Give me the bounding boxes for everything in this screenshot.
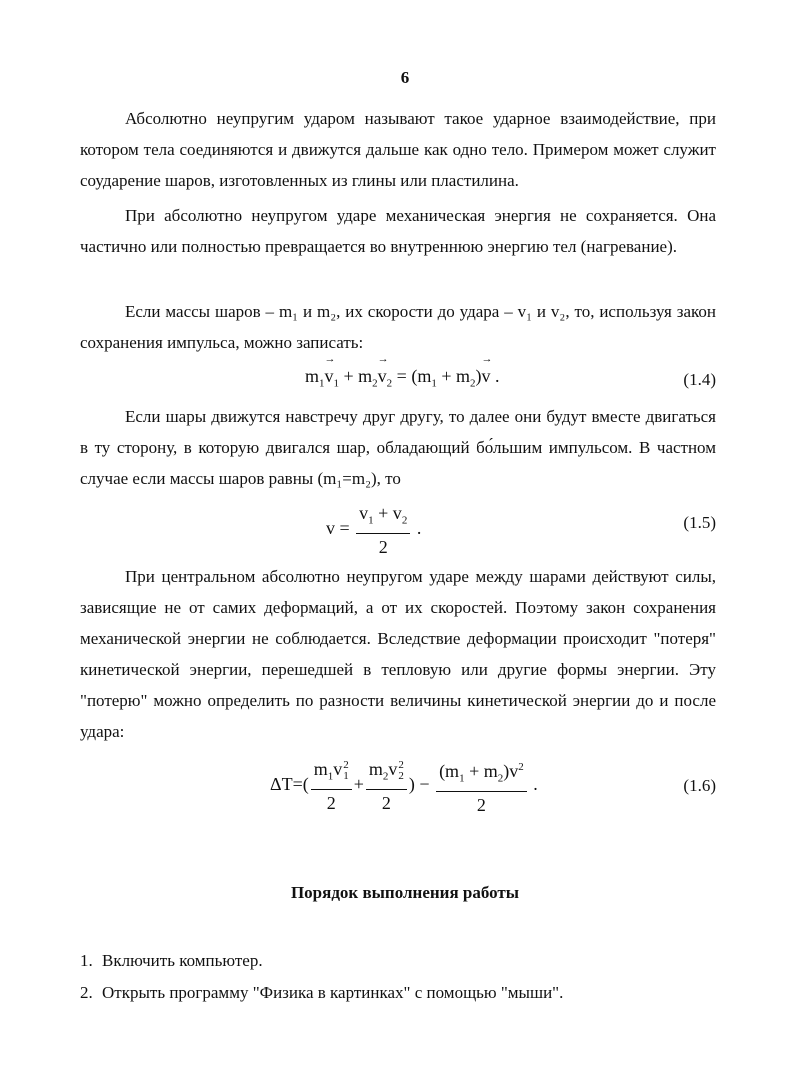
paragraph-energy: При абсолютно неупругом ударе механическая энергия не сохраняется. Она частично или полностью превращается во внутреннюю энергию тел (нагревание). (80, 206, 716, 256)
paragraph-definition: Абсолютно неупругим ударом называют такое ударное взаимодействие, при котором тела соединяются и движутся дальше как одно тело. Примером может служит соударение шаров, изготовленных из глины или пластилина. (80, 109, 716, 190)
list-item-index: 2. (80, 983, 93, 1002)
equation-number-1-4: (1.4) (683, 370, 716, 389)
equation-1-6: ΔT=( $m_1v$ 2 1 2 + $m_2v$ 2 2 2 ) − $\frac{(m_1 + m_2)v^2}{2}$ . (270, 756, 538, 816)
paragraph-energy-loss: При центральном абсолютно неупругом ударе между шарами действуют силы, зависящие не от самих деформаций, а от их скоростей. Поэтому закон сохранения механической энергии не соблюдается. Вследствие деформации происходит "потеря" кинетической энергии, перешедшей в тепловую или другие формы энергии. Эту "потерю" можно определить по разности величины кинетической энергии до и после удара: (80, 567, 716, 741)
paragraph-momentum-intro: Если массы шаров – m₁ и m₂, их скорости до удара – v₁ и v₂, то, используя закон сохранения импульса, можно записать: (80, 302, 716, 352)
list-item-text: Включить компьютер. (102, 951, 263, 970)
section-heading: Порядок выполнения работы (290, 883, 520, 902)
list-item (80, 945, 563, 977)
list-item-text: Открыть программу "Физика в картинках" с помощью "мыши". (102, 983, 564, 1002)
equation-1-4: $m_1\to v_1 + m_2\to v_2 = (m_1 + m_2)\to v$ . (305, 366, 499, 390)
equation-1-5: v = $\frac{v_1 + v_2}{2}$ . (326, 503, 422, 557)
list-item (80, 977, 563, 1009)
list-item-index: 1. (80, 951, 93, 970)
page-number: 6 (400, 68, 410, 87)
steps-list (80, 945, 563, 1009)
equation-number-1-6: (1.6) (683, 776, 716, 795)
equation-number-1-5: (1.5) (683, 513, 716, 532)
paragraph-direction: Если шары движутся навстречу друг другу, то далее они будут вместе двигаться в ту сторону, в которую двигался шар, обладающий бо́льшим импульсом. В частном случае если массы шаров равны (m₁=m₂), то (80, 407, 716, 488)
